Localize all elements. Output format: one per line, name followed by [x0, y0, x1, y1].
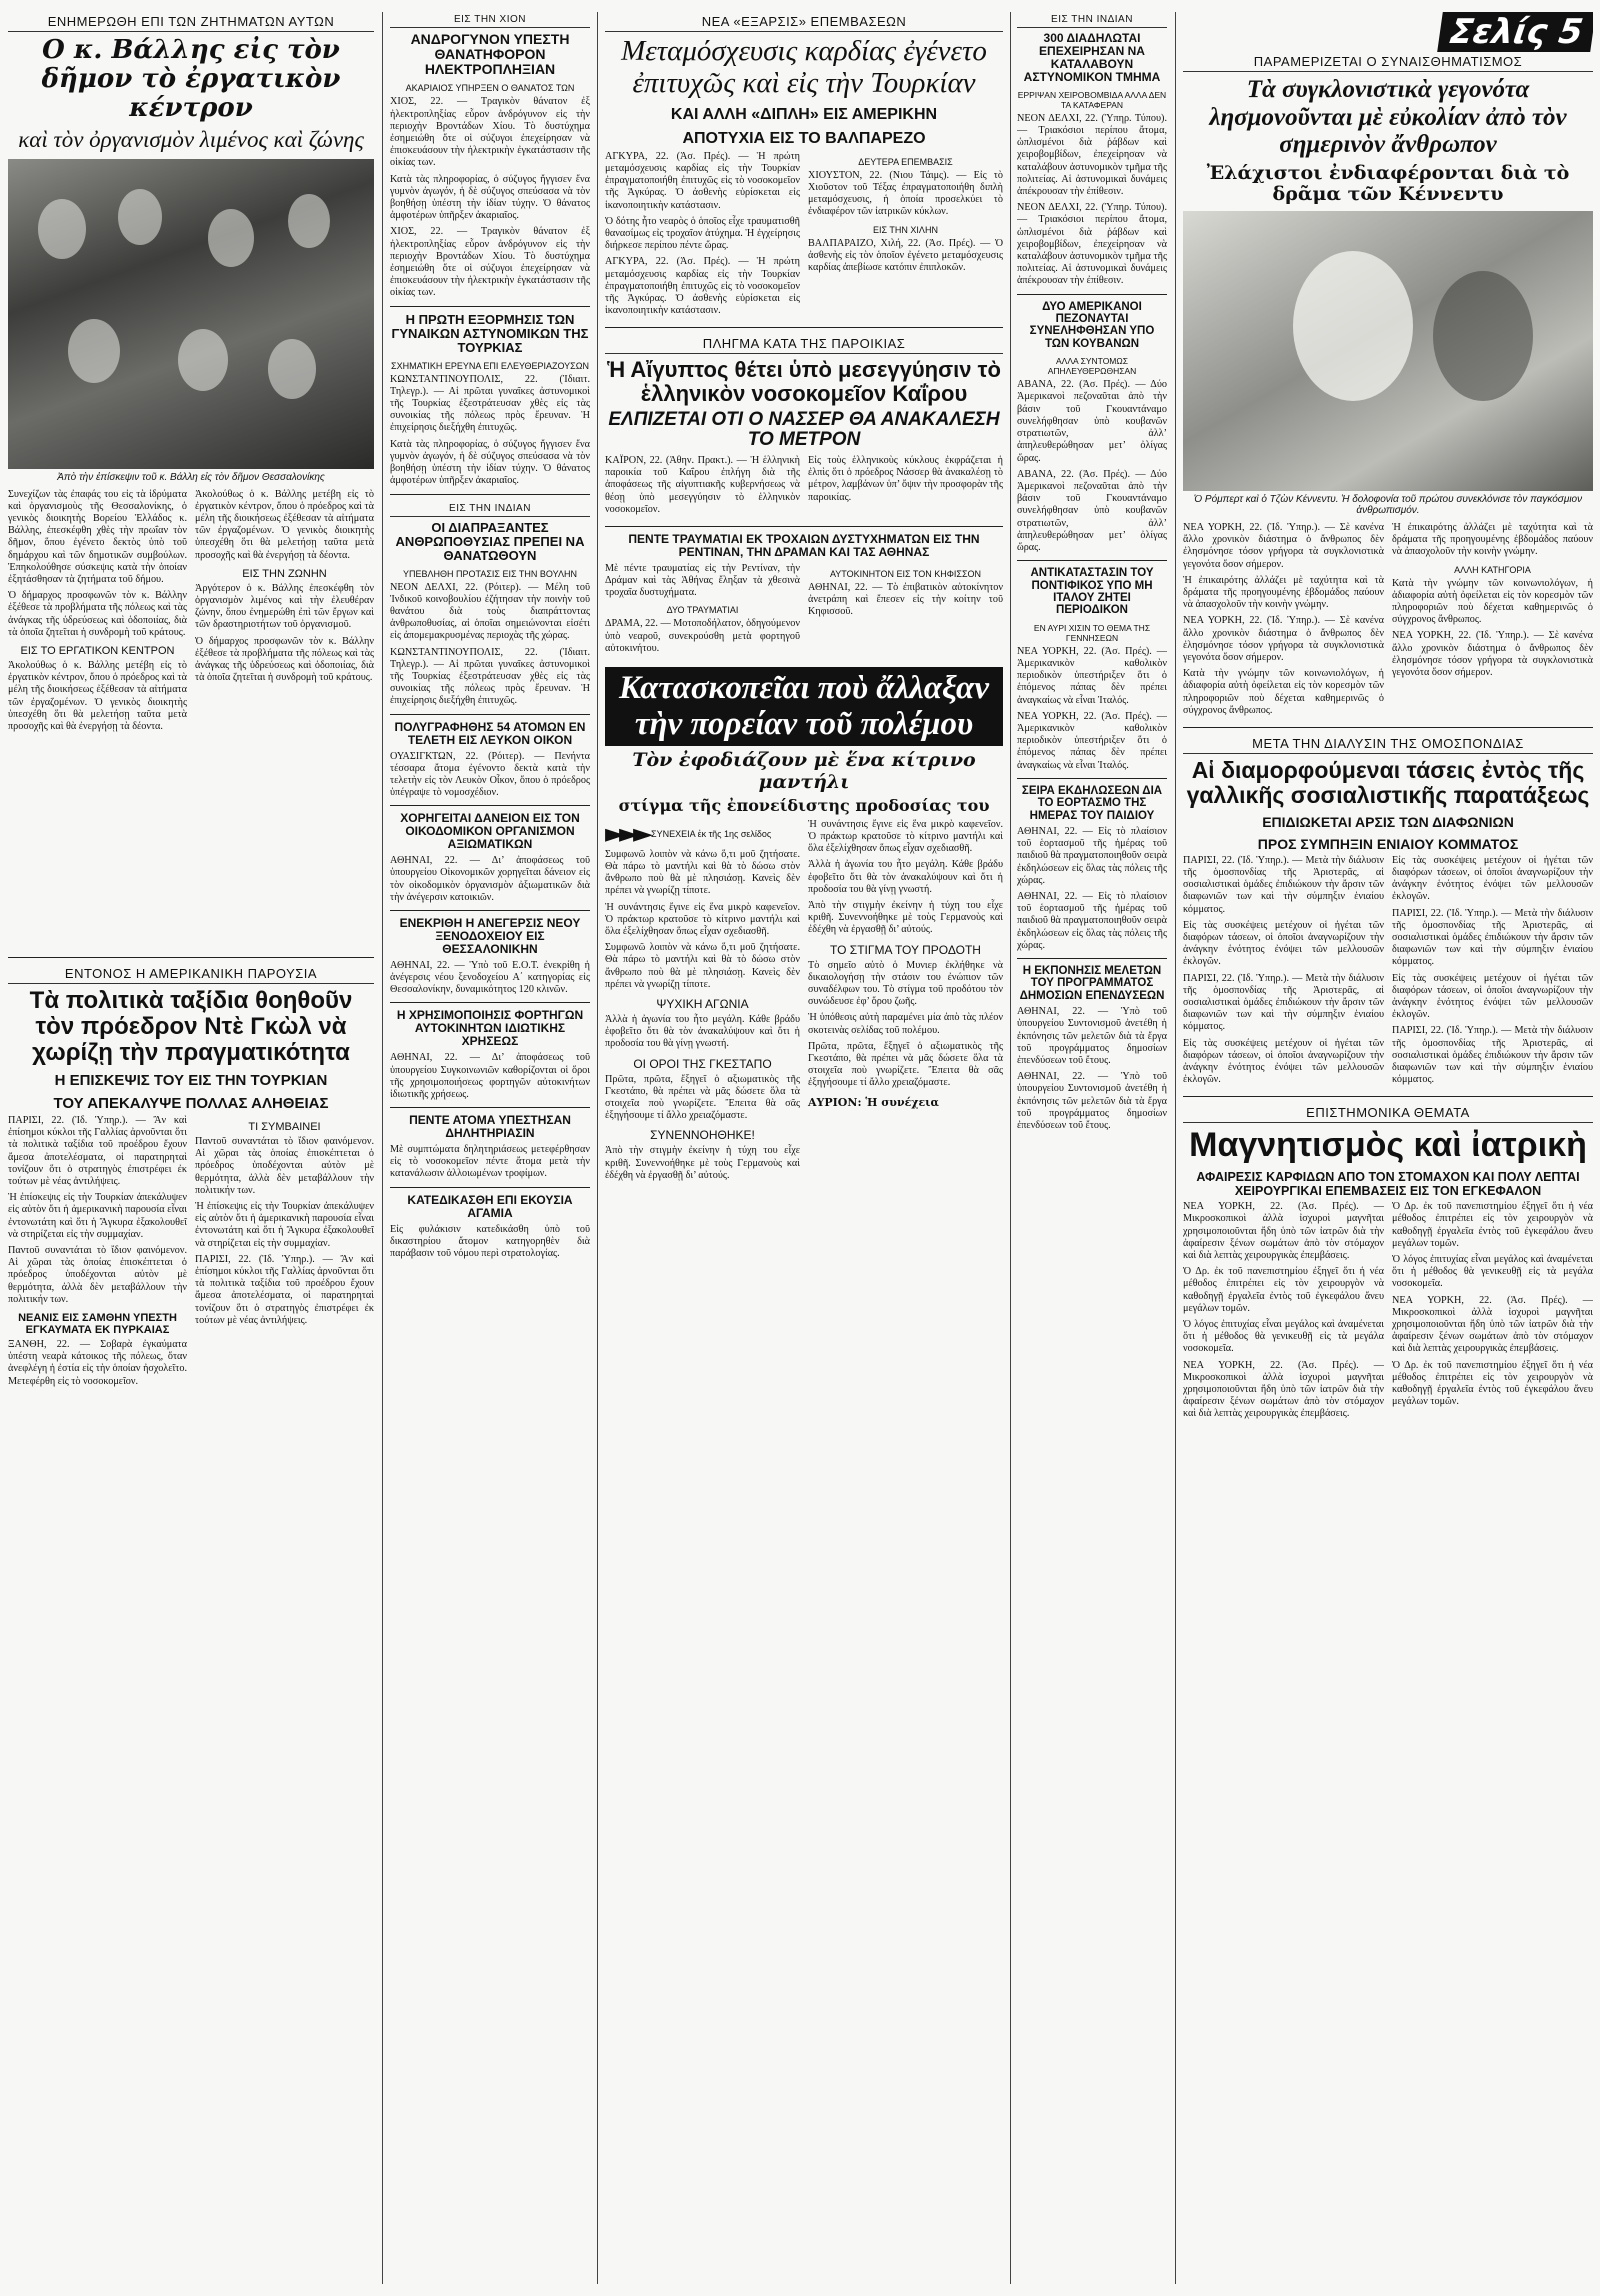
paragraph: Μὲ συμπτώματα δηλητηριάσεως μετεφέρθησαν εἰς τὸ νοσοκομεῖον πέντε ἄτομα μετὰ τὴν κατανάλωσιν ἀλλοιωμένων τροφίμων. [390, 1144, 590, 1180]
headline: Αἱ διαμορφούμεναι τάσεις ἐντὸς τῆς γαλλικῆς σοσιαλιστικῆς παρατάξεως [1186, 757, 1590, 808]
subhead: ΔΥΟ ΤΡΑΥΜΑΤΙΑΙ [666, 605, 739, 616]
paragraph: Ἀκολούθως ὁ κ. Βάλλης μετέβη εἰς τὸ ἐργατικὸν κέντρον, ὅπου ὁ πρόεδρος καὶ τὰ μέλη τῆς διοικήσεως ἐξέθεσαν τὰ αἰτήματα τῶν ἐργαζομένων. Ὁ γενικὸς διοικητὴς ὑπεσχέθη ὅτι θὰ μελετήσῃ ταῦτα μετὰ προσοχῆς καὶ θὰ ἐνεργήσῃ τὰ δέοντα. [8, 660, 187, 733]
paragraph: Ἀπὸ τὴν στιγμὴν ἐκείνην ἡ τύχη του εἶχε κριθῆ. Συνεννοήθηκε μὲ τοὺς Γερμανοὺς καὶ ἐδέχθη νὰ ἐργασθῇ δι’ αὐτούς. [808, 900, 1003, 936]
paragraph: ΠΑΡΙΣΙ, 22. (Ἰδ. Ὑπηρ.). — Ἂν καὶ ἐπίσημοι κύκλοι τῆς Γαλλίας ἀρνοῦνται ὅτι τὰ πολιτικὰ ταξίδια τοῦ προέδρου ἔχουν ἄμεσα ἀποτελέσματα, οἱ παρατηρηταὶ τονίζουν ὅτι ὁ στρατηγὸς ἐπιστρέφει ἐκ τούτων μὲ νέας ἀντιλήψεις. [195, 1253, 374, 1326]
headline-secondary: Ἐλάχιστοι ἐνδιαφέρονται διὰ τὸ δρᾶμα τῶν Κέννεντυ [1206, 161, 1570, 205]
article-body [605, 455, 1003, 520]
kicker: ΕΙΣ ΤΗΝ ΙΝΔΙΑΝ [390, 501, 590, 517]
paragraph: Εἰς τοὺς ἑλληνικοὺς κύκλους ἐκφράζεται ἡ ἐλπὶς ὅτι ὁ πρόεδρος Νάσσερ θὰ ἀνακαλέσῃ τὸ μέτρον, λαμβάνων ὑπ’ ὄψιν τὴν προσφορὰν τῆς παροικίας. [808, 454, 1003, 503]
divider [605, 327, 1003, 328]
subhead: ΣΧΗΜΑΤΙΚΗ ΕΡΕΥΝΑ ΕΠΙ ΕΛΕΥΘΕΡΙΑΖΟΥΣΩΝ [391, 360, 589, 371]
photo-caption: Ὁ Ρόμπερτ καὶ ὁ Τζὼν Κέννεντυ. Ἡ δολοφονία τοῦ πρώτου συνεκλόνισε τὸν παγκόσμιον ἀνθρωπισμόν. [1193, 494, 1583, 517]
subhead: ΑΚΑΡΙΑΙΟΣ ΥΠΗΡΞΕΝ Ο ΘΑΝΑΤΟΣ ΤΩΝ [405, 83, 575, 94]
kicker: ΕΝΤΟΝΟΣ Η ΑΜΕΡΙΚΑΝΙΚΗ ΠΑΡΟΥΣΙΑ [8, 964, 374, 984]
kicker: ΠΑΡΑΜΕΡΙΖΕΤΑΙ Ο ΣΥΝΑΙΣΘΗΜΑΤΙΣΜΟΣ [1183, 52, 1593, 72]
paragraph: Πρῶτα, πρῶτα, ἔξηγεῖ ὁ αξιωματικὸς τῆς Γκεστάπο, θὰ πρέπει νὰ μᾶς δώσετε ὅλα τὰ στοιχεῖα ποὺ γνωρίζετε. Ἔπειτα θὰ σᾶς ἐξηγήσουμε τί ἄλλο χρειαζόμαστε. [605, 1073, 800, 1122]
kicker: ΜΕΤΑ ΤΗΝ ΔΙΑΛΥΣΙΝ ΤΗΣ ΟΜΟΣΠΟΝΔΙΑΣ [1183, 734, 1593, 754]
subhead: ΝΕΑΝΙΣ ΕΙΣ ΣΑΜΘΗΝ ΥΠΕΣΤΗ ΕΓΚΑΥΜΑΤΑ ΕΚ ΠΥΡΚΑΙΑΣ [18, 1312, 177, 1337]
photo-caption: Ἀπὸ τὴν ἐπίσκεψιν τοῦ κ. Βάλλη εἰς τὸν δῆμον Θεσσαλονίκης [57, 471, 325, 483]
paragraph: ΠΑΡΙΣΙ, 22. (Ἰδ. Ὑπηρ.). — Μετὰ τὴν διάλυσιν τῆς ὁμοσπονδίας τῆς Ἀριστερᾶς, αἱ σοσιαλιστικαὶ ὁμάδες ἐπιδιώκουν τὴν ἄρσιν τῶν διαφωνιῶν των καὶ τὴν σύμπηξιν ἑνιαίου κόμματος. [1392, 1025, 1593, 1086]
paragraph: ΧΙΟΣ, 22. — Τραγικὸν θάνατον ἐξ ἠλεκτροπληξίας εὗρον ἀνδρόγυνον εἰς τὴν περιοχὴν Βροντάδων Χίου. Τὸ δυστύχημα ἐσημειώθη ὅτε οἱ σύζυγοι ἐπεχείρησαν νὰ ἐπισκευάσουν τὴν ἠλεκτρικὴν ἐγκατάστασιν τῆς οἰκίας των. [390, 96, 590, 169]
divider [390, 910, 590, 911]
paragraph: Συμφωνῶ λοιπὸν νὰ κάνω ὅ,τι μοῦ ζητήσατε. Θὰ πάρω τὸ μαντήλι καὶ θὰ τὸ δώσω στὸν ἄνθρωπο ποὺ θὰ μὲ πλησιάσῃ. Κανεὶς δὲν πρέπει νὰ γνωρίζῃ τίποτε. [605, 942, 800, 990]
kicker: ΝΕΑ «ΕΞΑΡΣΙΣ» ΕΠΕΜΒΑΣΕΩΝ [605, 12, 1003, 32]
paragraph: ΑΘΗΝΑΙ, 22. — Εἰς τὸ πλαίσιον τοῦ ἑορτασμοῦ τῆς ἡμέρας τοῦ παιδιοῦ θὰ πραγματοποιηθοῦν σειρὰ ἐκδηλώσεων εἰς ὅλας τὰς πόλεις τῆς χώρας. [1017, 891, 1167, 951]
subhead: ΑΦΑΙΡΕΣΙΣ ΚΑΡΦΙΔΩΝ ΑΠΟ ΤΟΝ ΣΤΟΜΑΧΟΝ ΚΑΙ ΠΟΛΥ ΛΕΠΤΑΙ ΧΕΙΡΟΥΡΓΙΚΑΙ ΕΠΕΜΒΑΣΕΙΣ ΕΙΣ ΤΟΝ ΕΓΚΕΦΑΛΟΝ [1196, 1170, 1580, 1199]
continuation-label: ΣΥΝΕΧΕΙΑ ἐκ τῆς 1ης σελίδος [651, 828, 772, 839]
paragraph: Ὁ Δρ. ἐκ τοῦ πανεπιστημίου ἐξηγεῖ ὅτι ἡ νέα μέθοδος ἐπιτρέπει εἰς τὸν χειρουργὸν νὰ καθοδηγῇ ἐργαλεῖα ἐντὸς τοῦ ἐγκεφάλου ἄνευ μεγάλων τομῶν. [1392, 1201, 1593, 1249]
paragraph: ΧΙΟΣ, 22. — Τραγικὸν θάνατον ἐξ ἠλεκτροπληξίας εὗρον ἀνδρόγυνον εἰς τὴν περιοχὴν Βροντάδων Χίου. Τὸ δυστύχημα ἐσημειώθη ὅτε οἱ σύζυγοι ἐπεχείρησαν νὰ ἐπισκευάσουν τὴν ἠλεκτρικὴν ἐγκατάστασιν τῆς οἰκίας των. [390, 226, 590, 299]
paragraph: Εἰς τὰς συσκέψεις μετέχουν οἱ ἡγέται τῶν διαφόρων τάσεων, οἱ ὁποῖοι ἀναγνωρίζουν τὴν ἀνάγκην ἑνότητος ἐνόψει τῶν μελλουσῶν ἐκλογῶν. [1183, 919, 1384, 968]
divider [1017, 778, 1167, 779]
feature-subhead: στίγμα τῆς ἐπονείδιστης προδοσίας του [618, 795, 990, 815]
divider [1017, 560, 1167, 561]
headline: ΚΑΤΕΔΙΚΑΣΘΗ ΕΠΙ ΕΚΟΥΣΙΑ ΑΓΑΜΙΑ [407, 1192, 573, 1220]
article-body [8, 489, 374, 738]
article-body [1183, 1201, 1593, 1424]
headline-secondary: καὶ τὸν ὀργανισμὸν λιμένος καὶ ζώνης [18, 127, 364, 153]
photo-kennedy [1183, 211, 1593, 491]
article-body [1183, 522, 1593, 721]
paragraph: ΑΘΗΝΑΙ, 22. — Ὑπὸ τοῦ Ε.Ο.Τ. ἐνεκρίθη ἡ ἀνέγερσις νέου ξενοδοχείου Α΄ κατηγορίας εἰς Θεσσαλονίκην, δυναμικότητος 120 κλινῶν. [390, 959, 590, 996]
subhead: ΥΠΕΒΛΗΘΗ ΠΡΟΤΑΣΙΣ ΕΙΣ ΤΗΝ ΒΟΥΛΗΝ [403, 568, 577, 579]
column-3 [605, 12, 1003, 2284]
paragraph: ΠΑΡΙΣΙ, 22. (Ἰδ. Ὑπηρ.). — Μετὰ τὴν διάλυσιν τῆς ὁμοσπονδίας τῆς Ἀριστερᾶς, αἱ σοσιαλιστικαὶ ὁμάδες ἐπιδιώκουν τὴν ἄρσιν τῶν διαφωνιῶν των καὶ τὴν σύμπηξιν ἑνιαίου κόμματος. [1183, 972, 1384, 1033]
paragraph: ΑΓΚΥΡΑ, 22. (Ἀσ. Πρές). — Ἡ πρώτη μεταμόσχευσις καρδίας εἰς τὴν Τουρκίαν ἐπραγματοποιήθη ἐπιτυχῶς εἰς τὸ νοσοκομεῖον τῆς Ἀγκύρας. Ὁ ἀσθενὴς εὑρίσκεται εἰς ἱκανοποιητικὴν κατάστασιν. [605, 256, 800, 317]
paragraph: Κατὰ τὴν γνώμην τῶν κοινωνιολόγων, ἡ ἀδιαφορία αὐτὴ ὀφείλεται εἰς τὸν κορεσμὸν τῶν πληροφοριῶν ποὺ δέχεται καθημερινῶς ὁ σύγχρονος ἄνθρωπος. [1183, 668, 1384, 716]
paragraph: ΚΑΪΡΟΝ, 22. (Ἀθην. Πρακτ.). — Ἡ ἑλληνικὴ παροικία τοῦ Καΐρου ἐπλήγη διὰ τῆς ἀποφάσεως τῆς αἰγυπτιακῆς κυβερνήσεως νὰ θέσῃ ὑπὸ μεσεγγύησιν τὸ ἑλληνικὸν νοσοκομεῖον. [605, 454, 800, 515]
subhead: ΤΟΥ ΑΠΕΚΑΛΥΨΕ ΠΟΛΛΑΣ ΑΛΗΘΕΙΑΣ [53, 1095, 329, 1112]
article-body [605, 563, 1003, 659]
paragraph: Ἡ ἐπίσκεψις εἰς τὴν Τουρκίαν ἀπεκάλυψεν εἰς αὐτὸν ὅτι ἡ ἀμερικανικὴ παρουσία εἶναι ἐντονωτάτη καὶ ὅτι ἡ Ἄγκυρα ἐξακολουθεῖ νὰ στηρίζεται εἰς τὴν συμμαχίαν. [195, 1201, 374, 1249]
headline: ΠΟΛΥΓΡΑΦΗΘΗΣ 54 ΑΤΟΜΩΝ ΕΝ ΤΕΛΕΤΗ ΕΙΣ ΛΕΥΚΟΝ ΟΙΚΟΝ [394, 719, 586, 747]
paragraph: Ἡ ἐπίσκεψις εἰς τὴν Τουρκίαν ἀπεκάλυψεν εἰς αὐτὸν ὅτι ἡ ἀμερικανικὴ παρουσία εἶναι ἐντονωτάτη καὶ ὅτι ἡ Ἄγκυρα ἐξακολουθεῖ νὰ στηρίζεται εἰς τὴν συμμαχίαν. [8, 1192, 187, 1240]
tomorrow-note: ΑΥΡΙΟΝ: Ἡ συνέχεια [808, 1095, 939, 1109]
subhead: ΔΕΥΤΕΡΑ ΕΠΕΜΒΑΣΙΣ [858, 156, 953, 167]
divider [8, 957, 374, 958]
paragraph: Κατὰ τὴν γνώμην τῶν κοινωνιολόγων, ἡ ἀδιαφορία αὐτὴ ὀφείλεται εἰς τὸν κορεσμὸν τῶν πληροφοριῶν ποὺ δέχεται καθημερινῶς ὁ σύγχρονος ἄνθρωπος. [1392, 577, 1593, 626]
subhead: ΨΥΧΙΚΗ ΑΓΩΝΙΑ [656, 997, 749, 1012]
paragraph: ΧΙΟΥΣΤΟΝ, 22. (Νιου Τάιμς). — Εἰς τὸ Χιοῦστον τοῦ Τέξας ἐπραγματοποιήθη διπλὴ μεταμόσχευσις, ἡ ὁποία προσελκύει τὸ ἐνδιαφέρον τῶν ἰατρικῶν κύκλων. [808, 169, 1003, 218]
headline: ΧΟΡΗΓΕΙΤΑΙ ΔΑΝΕΙΟΝ ΕΙΣ ΤΟΝ ΟΙΚΟΔΟΜΙΚΟΝ ΟΡΓΑΝΙΣΜΟΝ ΑΞΙΩΜΑΤΙΚΩΝ [400, 811, 580, 852]
headline: Η ΠΡΩΤΗ ΕΞΟΡΜΗΣΙΣ ΤΩΝ ΓΥΝΑΙΚΩΝ ΑΣΤΥΝΟΜΙΚΩΝ ΤΗΣ ΤΟΥΡΚΙΑΣ [391, 311, 589, 355]
headline: Μαγνητισμὸς καὶ ἰατρικὴ [1189, 1126, 1587, 1165]
divider [1017, 294, 1167, 295]
headline-secondary: ΕΛΠΙΖΕΤΑΙ ΟΤΙ Ο ΝΑΣΣΕΡ ΘΑ ΑΝΑΚΑΛΕΣΗ ΤΟ ΜΕΤΡΟΝ [608, 408, 1000, 451]
paragraph: Ἡ συνάντησις ἔγινε εἰς ἕνα μικρὸ καφενεῖον. Ὁ πράκτωρ κρατοῦσε τὸ κίτρινο μαντήλι καὶ ὅλα ἐξελίχθησαν ὅπως εἶχαν σχεδιασθῆ. [808, 818, 1003, 855]
paragraph: Μὲ πέντε τραυματίας εἰς τὴν Ρεντίναν, τὴν Δράμαν καὶ τὰς Ἀθήνας ἔληξαν τὰ χθεσινὰ τροχαῖα δυστυχήματα. [605, 562, 800, 599]
paragraph: ΝΕΟΝ ΔΕΛΧΙ, 22. (Ρόιτερ). — Μέλη τοῦ Ἰνδικοῦ κοινοβουλίου ἐζήτησαν τὴν ποινὴν τοῦ θανάτου διὰ τοὺς διαπράττοντας ἀνθρωποθυσίας, αἱ ὁποῖαι σημειώνονται εἰσέτι εἰς ἀπομεμακρυσμένας περιοχὰς τῆς χώρας. [390, 581, 590, 642]
headline: 300 ΔΙΑΔΗΛΩΤΑΙ ΕΠΕΧΕΙΡΗΣΑΝ ΝΑ ΚΑΤΑΛΑΒΟΥΝ ΑΣΤΥΝΟΜΙΚΟΝ ΤΜΗΜΑ [1023, 31, 1161, 84]
subhead: ΑΠΟΤΥΧΙΑ ΕΙΣ ΤΟ ΒΑΛΠΑΡΕΖΟ [682, 129, 926, 147]
paragraph: ΚΩΝΣΤΑΝΤΙΝΟΥΠΟΛΙΣ, 22. (Ἰδιαιτ. Τηλεγρ.). — Αἱ πρῶται γυναῖκες ἀστυνομικοὶ τῆς Τουρκίας ἐξεστράτευσαν χθὲς εἰς τὰς συνοικίας τῆς πόλεως πρὸς ἔρευναν. Ἡ ἐπιχείρησις διεξήχθη ἐπιτυχῶς. [390, 373, 590, 434]
paragraph: ΑΘΗΝΑΙ, 22. — Ὑπὸ τοῦ ὑπουργείου Συντονισμοῦ ἀνετέθη ἡ ἐκπόνησις τῶν μελετῶν διὰ τὰ ἔργα τοῦ προγράμματος δημοσίων ἐπενδύσεων τοῦ ἔτους. [1017, 1071, 1167, 1132]
subhead: ΕΙΣ ΤΟ ΕΡΓΑΤΙΚΟΝ ΚΕΝΤΡΟΝ [20, 645, 175, 658]
column-rule [1010, 12, 1011, 2284]
headline: ΟΙ ΔΙΑΠΡΑΞΑΝΤΕΣ ΑΝΘΡΩΠΟΘΥΣΙΑΣ ΠΡΕΠΕΙ ΝΑ ΘΑΝΑΤΩΘΟΥΝ [395, 519, 585, 563]
headline: Τὰ συγκλονιστικὰ γεγονότα λησμονοῦνται μὲ εὐκολίαν ἀπὸ τὸν σημερινὸν ἄνθρωπον [1209, 76, 1567, 158]
subhead: ΕΠΙΔΙΩΚΕΤΑΙ ΑΡΣΙΣ ΤΩΝ ΔΙΑΦΩΝΙΩΝ [1262, 813, 1514, 830]
article-body [605, 819, 1003, 1186]
divider [390, 494, 590, 495]
headline: ΑΝΔΡΟΓΥΝΟΝ ΥΠΕΣΤΗ ΘΑΝΑΤΗΦΟΡΟΝ ΗΛΕΚΤΡΟΠΛΗΞΙΑΝ [410, 31, 570, 78]
feature-subhead: Τὸν ἐφοδιάζουν μὲ ἕνα κίτρινο μαντήλι [632, 749, 976, 793]
column-1 [8, 12, 374, 2284]
paragraph: Ὁ Δρ. ἐκ τοῦ πανεπιστημίου ἐξηγεῖ ὅτι ἡ νέα μέθοδος ἐπιτρέπει εἰς τὸν χειρουργὸν νὰ καθοδηγῇ ἐργαλεῖα ἐντὸς τοῦ ἐγκεφάλου ἄνευ μεγάλων τομῶν. [1392, 1359, 1593, 1408]
paragraph: Ὁ δήμαρχος προσφωνῶν τὸν κ. Βάλλην ἐξέθεσε τὰ προβλήματα τῆς πόλεως καὶ τὰς ἀνάγκας τῆς ὑδρεύσεως καὶ ὁδοποιίας, διὰ τὰ ὁποῖα ζητεῖται ἡ συνδρομὴ τοῦ κράτους. [8, 590, 187, 638]
paragraph: ΑΘΗΝΑΙ, 22. — Ὑπὸ τοῦ ὑπουργείου Συντονισμοῦ ἀνετέθη ἡ ἐκπόνησις τῶν μελετῶν διὰ τὰ ἔργα τοῦ προγράμματος δημοσίων ἐπενδύσεων τοῦ ἔτους. [1017, 1006, 1167, 1067]
paragraph: Κατὰ τὰς πληροφορίας, ὁ σύζυγος ἤγγισεν ἕνα γυμνὸν ἀγωγόν, ἡ δὲ σύζυγος σπεύσασα νὰ τὸν βοηθήσῃ ὑπέστη τὴν ἰδίαν τύχην. Ὁ θάνατος ἀμφοτέρων ὑπῆρξεν ἀκαριαῖος. [390, 438, 590, 487]
paragraph: ΝΕΑ ΥΟΡΚΗ, 22. (Ἀσ. Πρές). — Ἀμερικανικὸν καθολικὸν περιοδικὸν ὑπεστήριξεν ὅτι ὁ ἑπόμενος πάπας δὲν πρέπει ἀναγκαίως νὰ εἶναι Ἰταλός. [1017, 710, 1167, 771]
subhead: ΑΛΛΑ ΣΥΝΤΟΜΩΣ ΑΠΗΛΕΥΘΕΡΩΘΗΣΑΝ [1047, 356, 1137, 377]
paragraph: Συμφωνῶ λοιπὸν νὰ κάνω ὅ,τι μοῦ ζητήσατε. Θὰ πάρω τὸ μαντήλι καὶ θὰ τὸ δώσω στὸν ἄνθρωπο ποὺ θὰ μὲ πλησιάσῃ. Κανεὶς δὲν πρέπει νὰ γνωρίζῃ τίποτε. [605, 848, 800, 897]
divider [1183, 727, 1593, 728]
headline: Ἡ Αἴγυπτος θέτει ὑπὸ μεσεγγύησιν τὸ ἑλληνικὸν νοσοκομεῖον Καΐρου [607, 357, 1001, 407]
headline: ΠΕΝΤΕ ΤΡΑΥΜΑΤΙΑΙ ΕΚ ΤΡΟΧΑΙΩΝ ΔΥΣΤΥΧΗΜΑΤΩΝ ΕΙΣ ΤΗΝ ΡΕΝΤΙΝΑΝ, ΤΗΝ ΔΡΑΜΑΝ ΚΑΙ ΤΑΣ ΑΘΗΝΑΣ [628, 531, 980, 559]
paragraph: Εἰς τὰς συσκέψεις μετέχουν οἱ ἡγέται τῶν διαφόρων τάσεων, οἱ ὁποῖοι ἀναγνωρίζουν τὴν ἀνάγκην ἑνότητος ἐνόψει τῶν μελλουσῶν ἐκλογῶν. [1183, 1037, 1384, 1086]
paragraph: ΝΕΑ ΥΟΡΚΗ, 22. (Ἀσ. Πρές). — Μικροσκοπικοὶ ἀλλὰ ἰσχυροὶ μαγνῆται χρησιμοποιοῦνται ἤδη ὑπὸ τῶν ἰατρῶν διὰ τὴν ἀφαίρεσιν ξένων σωμάτων ἀπὸ τὸν στόμαχον καὶ διὰ λεπτὰς χειρουργικὰς ἐπεμβάσεις. [1392, 1294, 1593, 1355]
divider [605, 526, 1003, 527]
paragraph: ΝΕΑ ΥΟΡΚΗ, 22. (Ἀσ. Πρές). — Μικροσκοπικοὶ ἀλλὰ ἰσχυροὶ μαγνῆται χρησιμοποιοῦνται ἤδη ὑπὸ τῶν ἰατρῶν διὰ τὴν ἀφαίρεσιν ξένων σωμάτων ἀπὸ τὸν στόμαχον καὶ διὰ λεπτὰς χειρουργικὰς ἐπεμβάσεις. [1183, 1359, 1384, 1420]
article-body [1183, 855, 1593, 1091]
subhead: ΠΡΟΣ ΣΥΜΠΗΞΙΝ ΕΝΙΑΙΟΥ ΚΟΜΜΑΤΟΣ [1257, 835, 1519, 852]
subhead: ΕΡΡΙΨΑΝ ΧΕΙΡΟΒΟΜΒΙΔΑ ΑΛΛΑ ΔΕΝ ΤΑ ΚΑΤΑΦΕΡΑΝ [1017, 89, 1167, 110]
paragraph: Ἡ ἐπικαιρότης ἀλλάζει μὲ ταχύτητα καὶ τὰ δράματα τῆς προηγουμένης ἑβδομάδος παύουν νὰ ἀπασχολοῦν τὴν κοινὴν γνώμην. [1392, 522, 1593, 558]
paragraph: ΝΕΟΝ ΔΕΛΧΙ, 22. (Ὑπηρ. Τύπου). — Τριακόσιοι περίπου ἄτομα, ὡπλισμένοι διὰ ῥάβδων καὶ χειροβομβίδων, ἐπεχείρησαν νὰ καταλάβουν ἀστυνομικὸν τμῆμα τῆς πολιτείας. Αἱ ἀστυνομικαὶ δυνάμεις ἀπέκρουσαν τὴν ἐπίθεσιν. [1017, 202, 1167, 287]
subhead: ΣΥΝΕΝΝΟΗΘΗΚΕ! [650, 1128, 755, 1143]
paragraph: ΝΕΑ ΥΟΡΚΗ, 22. (Ἰδ. Ὑπηρ.). — Σὲ κανένα ἄλλο χρονικὸν διάστημα ὁ ἄνθρωπος δὲν ἐλησμόνησε τόσον γρήγορα τὰ συγκλονιστικὰ γεγονότα ὅσον σήμερον. [1183, 522, 1384, 570]
column-rule [597, 12, 598, 2284]
paragraph: Ἡ συνάντησις ἔγινε εἰς ἕνα μικρὸ καφενεῖον. Ὁ πράκτωρ κρατοῦσε τὸ κίτρινο μαντήλι καὶ ὅλα ἐξελίχθησαν ὅπως εἶχαν σχεδιασθῆ. [605, 901, 800, 937]
headline: ΠΕΝΤΕ ΑΤΟΜΑ ΥΠΕΣΤΗΣΑΝ ΔΗΛΗΤΗΡΙΑΣΙΝ [409, 1113, 571, 1141]
kicker: ΕΠΙΣΤΗΜΟΝΙΚΑ ΘΕΜΑΤΑ [1183, 1103, 1593, 1123]
paragraph: ΒΑΛΠΑΡΑΙΖΟ, Χιλή, 22. (Ἀσ. Πρές). — Ὁ ἀσθενὴς εἰς τὸν ὁποῖον ἐγένετο μεταμόσχευσις καρδίας ἀπεβίωσε κατόπιν ἐπιπλοκῶν. [808, 237, 1003, 273]
paragraph: ΝΕΑ ΥΟΡΚΗ, 22. (Ἀσ. Πρές). — Ἀμερικανικὸν καθολικὸν περιοδικὸν ὑπεστήριξεν ὅτι ὁ ἑπόμενος πάπας δὲν πρέπει ἀναγκαίως νὰ εἶναι Ἰταλός. [1017, 645, 1167, 706]
paragraph: Τὸ σημεῖο αὐτὸ ὁ Μυνιερ ἐκλήθηκε νὰ δικαιολογήσῃ τὴν στάσιν του ἐνώπιον τῶν συναδέλφων του. Τὸ στίγμα τοῦ προδότου τὸν συνώδευσε ἐφ’ ὅρου ζωῆς. [808, 959, 1003, 1008]
divider [390, 1187, 590, 1188]
subhead: ΕΙΣ ΤΗΝ ΧΙΛΗΝ [873, 224, 938, 235]
subhead: ΤΙ ΣΥΜΒΑΙΝΕΙ [248, 1121, 321, 1133]
column-2 [390, 12, 590, 2284]
paragraph: Ἡ ὑπόθεσις αὐτὴ παραμένει μία ἀπὸ τὰς πλέον σκοτεινὰς σελίδας τοῦ πολέμου. [808, 1012, 1003, 1036]
paragraph: Ἀπὸ τὴν στιγμὴν ἐκείνην ἡ τύχη του εἶχε κριθῆ. Συνεννοήθηκε μὲ τοὺς Γερμανοὺς καὶ ἐδέχθη νὰ ἐργασθῇ δι’ αὐτούς. [605, 1145, 800, 1181]
subhead: ΑΛΛΗ ΚΑΤΗΓΟΡΙΑ [1454, 564, 1531, 575]
paragraph: Ὁ λόγος ἐπιτυχίας εἶναι μεγάλος καὶ ἀναμένεται ὅτι ἡ μέθοδος θὰ γενικευθῇ εἰς τὰ μεγάλα νοσοκομεῖα. [1183, 1318, 1384, 1355]
divider [390, 714, 590, 715]
paragraph: ΑΒΑΝΑ, 22. (Ἀσ. Πρές). — Δύο Ἀμερικανοὶ πεζοναῦται ἀπὸ τὴν βάσιν τοῦ Γκουαντάναμο συνελήφθησαν ὑπὸ κουβανῶν στρατιωτῶν, ἀλλ’ ἀπηλευθερώθησαν μετ’ ὀλίγας ὥρας. [1017, 379, 1167, 464]
paragraph: Ὁ δήμαρχος προσφωνῶν τὸν κ. Βάλλην ἐξέθεσε τὰ προβλήματα τῆς πόλεως καὶ τὰς ἀνάγκας τῆς ὑδρεύσεως καὶ ὁδοποιίας, διὰ τὰ ὁποῖα ζητεῖται ἡ συνδρομὴ τοῦ κράτους. [195, 635, 374, 684]
feature-banner: Κατασκοπεῖαι ποὺ ἄλλαξαν τὴν πορείαν τοῦ πολέμου [605, 667, 1003, 746]
paragraph: ΠΑΡΙΣΙ, 22. (Ἰδ. Ὑπηρ.). — Μετὰ τὴν διάλυσιν τῆς ὁμοσπονδίας τῆς Ἀριστερᾶς, αἱ σοσιαλιστικαὶ ὁμάδες ἐπιδιώκουν τὴν ἄρσιν τῶν διαφωνιῶν των καὶ τὴν σύμπηξιν ἑνιαίου κόμματος. [1183, 854, 1384, 915]
page-number-box [1183, 12, 1593, 52]
headline: ΔΥΟ ΑΜΕΡΙΚΑΝΟΙ ΠΕΖΟΝΑΥΤΑΙ ΣΥΝΕΛΗΦΘΗΣΑΝ ΥΠΟ ΤΩΝ ΚΟΥΒΑΝΩΝ [1029, 300, 1155, 350]
subhead: Η ΕΠΙΣΚΕΨΙΣ ΤΟΥ ΕΙΣ ΤΗΝ ΤΟΥΡΚΙΑΝ [54, 1072, 328, 1089]
arrow-icon: ►►► [605, 818, 647, 849]
article-body [8, 1115, 374, 1392]
paragraph: ΔΡΑΜΑ, 22. — Μοτοποδήλατον, ὁδηγούμενον ὑπὸ νεαροῦ, συνεκρούσθη μετὰ φορτηγοῦ αὐτοκινήτου. [605, 618, 800, 654]
paragraph: Ἡ ἐπικαιρότης ἀλλάζει μὲ ταχύτητα καὶ τὰ δράματα τῆς προηγουμένης ἑβδομάδος παύουν νὰ ἀπασχολοῦν τὴν κοινὴν γνώμην. [1183, 574, 1384, 611]
column-rule [382, 12, 383, 2284]
headline: Τὰ πολιτικὰ ταξίδια θοηθοῦν τὸν πρόεδρον Ντὲ Γκὼλ νὰ χωρίζῃ τὴν πραγματικότητα [29, 987, 353, 1067]
paragraph: Ἀλλὰ ἡ ἀγωνία του ἦτο μεγάλη. Κάθε βράδυ ἐφοβεῖτο ὅτι θὰ τὸν ἀνακαλύψουν καὶ ὅτι ἡ προδοσία του θὰ γίνῃ γνωστή. [605, 1014, 800, 1050]
subhead: ΑΥΤΟΚΙΝΗΤΟΝ ΕΙΣ ΤΟΝ ΚΗΦΙΣΣΟΝ [829, 568, 982, 579]
column-5 [1183, 12, 1593, 2284]
photo-meeting [8, 159, 374, 469]
paragraph: ΠΑΡΙΣΙ, 22. (Ἰδ. Ὑπηρ.). — Ἂν καὶ ἐπίσημοι κύκλοι τῆς Γαλλίας ἀρνοῦνται ὅτι τὰ πολιτικὰ ταξίδια τοῦ προέδρου ἔχουν ἄμεσα ἀποτελέσματα, οἱ παρατηρηταὶ τονίζουν ὅτι ὁ στρατηγὸς ἐπιστρέφει ἐκ τούτων μὲ νέας ἀντιλήψεις. [8, 1115, 187, 1188]
headline: Η ΧΡΗΣΙΜΟΠΟΙΗΣΙΣ ΦΟΡΤΗΓΩΝ ΑΥΤΟΚΙΝΗΤΩΝ ΙΔΙΩΤΙΚΗΣ ΧΡΗΣΕΩΣ [396, 1008, 584, 1049]
paragraph: ΚΩΝΣΤΑΝΤΙΝΟΥΠΟΛΙΣ, 22. (Ἰδιαιτ. Τηλεγρ.). — Αἱ πρῶται γυναῖκες ἀστυνομικοὶ τῆς Τουρκίας ἐξεστράτευσαν χθὲς εἰς τὰς συνοικίας τῆς πόλεως πρὸς ἔρευναν. Ἡ ἐπιχείρησις διεξήχθη ἐπιτυχῶς. [390, 646, 590, 707]
article-body [605, 151, 1003, 322]
column-4 [1017, 12, 1167, 2284]
divider [390, 306, 590, 307]
paragraph: Ὁ δότης ἦτο νεαρὸς ὁ ὁποῖος εἶχε τραυματισθῆ θανασίμως εἰς τροχαῖον ἀτύχημα. Ἡ ἐγχείρησις διήρκεσε περίπου πέντε ὥρας. [605, 215, 800, 252]
paragraph: ΞΑΝΘΗ, 22. — Σοβαρὰ ἐγκαύματα ὑπέστη νεαρὰ κάτοικος τῆς πόλεως, ὅταν ἀνεφλέγη ἡ ἐστία εἰς τὴν ὁποίαν ἠσχολεῖτο. Μετεφέρθη εἰς τὸ νοσοκομεῖον. [8, 1339, 187, 1387]
page-number: Σελίς 5 [1438, 12, 1593, 52]
paragraph: ΑΓΚΥΡΑ, 22. (Ἀσ. Πρές). — Ἡ πρώτη μεταμόσχευσις καρδίας εἰς τὴν Τουρκίαν ἐπραγματοποιήθη ἐπιτυχῶς εἰς τὸ νοσοκομεῖον τῆς Ἀγκύρας. Ὁ ἀσθενὴς εὑρίσκεται εἰς ἱκανοποιητικὴν κατάστασιν. [605, 150, 800, 211]
paragraph: Εἰς τὰς συσκέψεις μετέχουν οἱ ἡγέται τῶν διαφόρων τάσεων, οἱ ὁποῖοι ἀναγνωρίζουν τὴν ἀνάγκην ἑνότητος ἐνόψει τῶν μελλουσῶν ἐκλογῶν. [1392, 854, 1593, 903]
paragraph: ΝΕΑ ΥΟΡΚΗ, 22. (Ἀσ. Πρές). — Μικροσκοπικοὶ ἀλλὰ ἰσχυροὶ μαγνῆται χρησιμοποιοῦνται ἤδη ὑπὸ τῶν ἰατρῶν διὰ τὴν ἀφαίρεσιν ξένων σωμάτων ἀπὸ τὸν στόμαχον καὶ διὰ λεπτὰς χειρουργικὰς ἐπεμβάσεις. [1183, 1201, 1384, 1261]
paragraph: Ἀλλὰ ἡ ἀγωνία του ἦτο μεγάλη. Κάθε βράδυ ἐφοβεῖτο ὅτι θὰ τὸν ἀνακαλύψουν καὶ ὅτι ἡ προδοσία του θὰ γίνῃ γνωστή. [808, 859, 1003, 895]
headline: Ο κ. Βάλλης εἰς τὸν δῆμον τὸ ἐργατικὸν κέντρον [41, 35, 341, 124]
paragraph: Συνεχίζων τὰς ἐπαφάς του εἰς τὰ ἱδρύματα καὶ ὀργανισμοὺς τῆς Θεσσαλονίκης, ὁ γενικὸς διοικητὴς Βορείου Ἑλλάδος κ. Βάλλης, ἐπεσκέφθη χθὲς τὴν πρωΐαν τὸν δῆμον, ὅπου ἐγένετο δεκτὸς ὑπὸ τοῦ δημάρχου καὶ τῶν δημοτικῶν συμβούλων. Ἐπηκολούθησε σύσκεψις κατὰ τὴν ὁποίαν ἐξητάσθησαν τὰ ζητήματα τοῦ δήμου. [8, 488, 187, 586]
subhead: ΕΙΣ ΤΗΝ ΖΩΝΗΝ [242, 567, 327, 580]
paragraph: ΑΘΗΝΑΙ, 22. — Δι’ ἀποφάσεως τοῦ ὑπουργείου Συγκοινωνιῶν καθορίζονται οἱ ὅροι τῆς χρησιμοποιήσεως φορτηγῶν αὐτοκινήτων ἰδιωτικῆς χρήσεως. [390, 1052, 590, 1100]
divider [390, 805, 590, 806]
paragraph: ΑΘΗΝΑΙ, 22. — Εἰς τὸ πλαίσιον τοῦ ἑορτασμοῦ τῆς ἡμέρας τοῦ παιδιοῦ θὰ πραγματοποιηθοῦν σειρὰ ἐκδηλώσεων εἰς ὅλας τὰς πόλεις τῆς χώρας. [1017, 826, 1167, 886]
paragraph: ΟΥΑΣΙΓΚΤΩΝ, 22. (Ρόιτερ). — Πενήντα τέσσαρα ἄτομα ἐγένοντο δεκτὰ κατὰ τὴν τελετὴν εἰς τὸν Λευκὸν Οἶκον, ὅπου ὁ πρόεδρος ὑπέγραψε τὸ νομοσχέδιον. [390, 750, 590, 799]
kicker: ΕΝΗΜΕΡΩΘΗ ΕΠΙ ΤΩΝ ΖΗΤΗΜΑΤΩΝ ΑΥΤΩΝ [8, 12, 374, 32]
continuation [605, 819, 800, 849]
paragraph: ΑΒΑΝΑ, 22. (Ἀσ. Πρές). — Δύο Ἀμερικανοὶ πεζοναῦται ἀπὸ τὴν βάσιν τοῦ Γκουαντάναμο συνελήφθησαν ὑπὸ κουβανῶν στρατιωτῶν, ἀλλ’ ἀπηλευθερώθησαν μετ’ ὀλίγας ὥρας. [1017, 468, 1167, 553]
column-rule [1175, 12, 1176, 2284]
paragraph: ΑΘΗΝΑΙ, 22. — Δι’ ἀποφάσεως τοῦ ὑπουργείου Οἰκονομικῶν χορηγεῖται δάνειον εἰς τὸν οἰκοδομικὸν ὀργανισμὸν ἀξιωματικῶν διὰ τὴν ἀνέγερσιν κατοικιῶν. [390, 855, 590, 903]
divider [1017, 958, 1167, 959]
kicker: ΠΛΗΓΜΑ ΚΑΤΑ ΤΗΣ ΠΑΡΟΙΚΙΑΣ [605, 334, 1003, 354]
kicker: ΕΙΣ ΤΗΝ ΙΝΔΙΑΝ [1017, 12, 1167, 28]
paragraph: Παντοῦ συναντάται τὸ ἴδιον φαινόμενον. Αἱ χῶραι τὰς ὁποίας ἐπισκέπτεται ὁ πρόεδρος ὑποδέχονται αὐτὸν μὲ θερμότητα, ἀλλὰ δὲν μεταβάλλουν τὴν πολιτικήν των. [195, 1136, 374, 1196]
paragraph: Ἀργότερον ὁ κ. Βάλλης ἐπεσκέφθη τὸν ὀργανισμὸν λιμένος καὶ τὴν ἐλευθέραν ζώνην, ὅπου ἐνημερώθη ἐπὶ τῶν ἔργων καὶ τῶν δραστηριοτήτων τοῦ ὀργανισμοῦ. [195, 582, 374, 631]
paragraph: Κατὰ τὰς πληροφορίας, ὁ σύζυγος ἤγγισεν ἕνα γυμνὸν ἀγωγόν, ἡ δὲ σύζυγος σπεύσασα νὰ τὸν βοηθήσῃ ὑπέστη τὴν ἰδίαν τύχην. Ὁ θάνατος ἀμφοτέρων ὑπῆρξεν ἀκαριαῖος. [390, 173, 590, 222]
headline: Η ΕΚΠΟΝΗΣΙΣ ΜΕΛΕΤΩΝ ΤΟΥ ΠΡΟΓΡΑΜΜΑΤΟΣ ΔΗΜΟΣΙΩΝ ΕΠΕΝΔΥΣΕΩΝ [1019, 965, 1165, 1002]
paragraph: Πρῶτα, πρῶτα, ἔξηγεῖ ὁ αξιωματικὸς τῆς Γκεστάπο, θὰ πρέπει νὰ μᾶς δώσετε ὅλα τὰ στοιχεῖα ποὺ γνωρίζετε. Ἔπειτα θὰ σᾶς ἐξηγήσουμε τί ἄλλο χρειαζόμαστε. [808, 1040, 1003, 1089]
paragraph: ΝΕΑ ΥΟΡΚΗ, 22. (Ἰδ. Ὑπηρ.). — Σὲ κανένα ἄλλο χρονικὸν διάστημα ὁ ἄνθρωπος δὲν ἐλησμόνησε τόσον γρήγορα τὰ συγκλονιστικὰ γεγονότα ὅσον σήμερον. [1183, 615, 1384, 664]
divider [1183, 1096, 1593, 1097]
paragraph: Ὁ Δρ. ἐκ τοῦ πανεπιστημίου ἐξηγεῖ ὅτι ἡ νέα μέθοδος ἐπιτρέπει εἰς τὸν χειρουργὸν νὰ καθοδηγῇ ἐργαλεῖα ἐντὸς τοῦ ἐγκεφάλου ἄνευ μεγάλων τομῶν. [1183, 1266, 1384, 1314]
subhead: ΟΙ ΟΡΟΙ ΤΗΣ ΓΚΕΣΤΑΠΟ [633, 1056, 772, 1071]
kicker: ΕΙΣ ΤΗΝ ΧΙΟΝ [390, 12, 590, 28]
paragraph: Εἰς τὰς συσκέψεις μετέχουν οἱ ἡγέται τῶν διαφόρων τάσεων, οἱ ὁποῖοι ἀναγνωρίζουν τὴν ἀνάγκην ἑνότητος ἐνόψει τῶν μελλουσῶν ἐκλογῶν. [1392, 972, 1593, 1021]
headline: ΕΝΕΚΡΙΘΗ Η ΑΝΕΓΕΡΣΙΣ ΝΕΟΥ ΞΕΝΟΔΟΧΕΙΟΥ ΕΙΣ ΘΕΣΣΑΛΟΝΙΚΗΝ [399, 916, 581, 956]
subhead: ΕΝ ΑΥΡΙ ΧΙΣΙΝ ΤΟ ΘΕΜΑ ΤΗΣ ΓΕΝΝΗΣΕΩΝ [1033, 622, 1151, 643]
paragraph: ΠΑΡΙΣΙ, 22. (Ἰδ. Ὑπηρ.). — Μετὰ τὴν διάλυσιν τῆς ὁμοσπονδίας τῆς Ἀριστερᾶς, αἱ σοσιαλιστικαὶ ὁμάδες ἐπιδιώκουν τὴν ἄρσιν τῶν διαφωνιῶν των καὶ τὴν σύμπηξιν ἑνιαίου κόμματος. [1392, 907, 1593, 968]
divider [390, 1002, 590, 1003]
paragraph: ΑΘΗΝΑΙ, 22. — Τὸ ἐπιβατικὸν αὐτοκίνητον ἀνετράπη καὶ ἔπεσεν εἰς τὴν κοίτην τοῦ Κηφισσοῦ. [808, 581, 1003, 618]
paragraph: Παντοῦ συναντάται τὸ ἴδιον φαινόμενον. Αἱ χῶραι τὰς ὁποίας ἐπισκέπτεται ὁ πρόεδρος ὑποδέχονται αὐτὸν μὲ θερμότητα, ἀλλὰ δὲν μεταβάλλουν τὴν πολιτικήν των. [8, 1245, 187, 1305]
headline: ΣΕΙΡΑ ΕΚΔΗΛΩΣΕΩΝ ΔΙΑ ΤΟ ΕΟΡΤΑΣΜΟ ΤΗΣ ΗΜΕΡΑΣ ΤΟΥ ΠΑΙΔΙΟΥ [1021, 784, 1163, 822]
headline: Μεταμόσχευσις καρδίας ἐγένετο ἐπιτυχῶς καὶ εἰς τὴν Τουρκίαν [621, 35, 987, 99]
subhead: ΚΑΙ ΑΛΛΗ «ΔΙΠΛΗ» ΕΙΣ ΑΜΕΡΙΚΗΝ [670, 105, 938, 123]
paragraph: Εἰς φυλάκισιν κατεδικάσθη ὑπὸ τοῦ δικαστηρίου ἄτομον κατηγορηθὲν διὰ παράβασιν τοῦ νόμου περὶ στρατολογίας. [390, 1223, 590, 1259]
paragraph: ΝΕΟΝ ΔΕΛΧΙ, 22. (Ὑπηρ. Τύπου). — Τριακόσιοι περίπου ἄτομα, ὡπλισμένοι διὰ ῥάβδων καὶ χειροβομβίδων, ἐπεχείρησαν νὰ καταλάβουν ἀστυνομικὸν τμῆμα τῆς πολιτείας. Αἱ ἀστυνομικαὶ δυνάμεις ἀπέκρουσαν τὴν ἐπίθεσιν. [1017, 112, 1167, 198]
subhead: ΤΟ ΣΤΙΓΜΑ ΤΟΥ ΠΡΟΔΟΤΗ [830, 942, 981, 957]
paragraph: Ἀκολούθως ὁ κ. Βάλλης μετέβη εἰς τὸ ἐργατικὸν κέντρον, ὅπου ὁ πρόεδρος καὶ τὰ μέλη τῆς διοικήσεως ἐξέθεσαν τὰ αἰτήματα τῶν ἐργαζομένων. Ὁ γενικὸς διοικητὴς ὑπεσχέθη ὅτι θὰ μελετήσῃ ταῦτα μετὰ προσοχῆς καὶ θὰ ἐνεργήσῃ τὰ δέοντα. [195, 488, 374, 561]
headline: ΑΝΤΙΚΑΤΑΣΤΑΣΙΝ ΤΟΥ ΠΟΝΤΙΦΙΚΟΣ ΥΠΟ ΜΗ ΙΤΑΛΟΥ ΖΗΤΕΙ ΠΕΡΙΟΔΙΚΟΝ [1030, 567, 1154, 617]
divider [390, 1107, 590, 1108]
paragraph: ΝΕΑ ΥΟΡΚΗ, 22. (Ἰδ. Ὑπηρ.). — Σὲ κανένα ἄλλο χρονικὸν διάστημα ὁ ἄνθρωπος δὲν ἐλησμόνησε τόσον γρήγορα τὰ συγκλονιστικὰ γεγονότα ὅσον σήμερον. [1392, 630, 1593, 679]
paragraph: Ὁ λόγος ἐπιτυχίας εἶναι μεγάλος καὶ ἀναμένεται ὅτι ἡ μέθοδος θὰ γενικευθῇ εἰς τὰ μεγάλα νοσοκομεῖα. [1392, 1253, 1593, 1290]
